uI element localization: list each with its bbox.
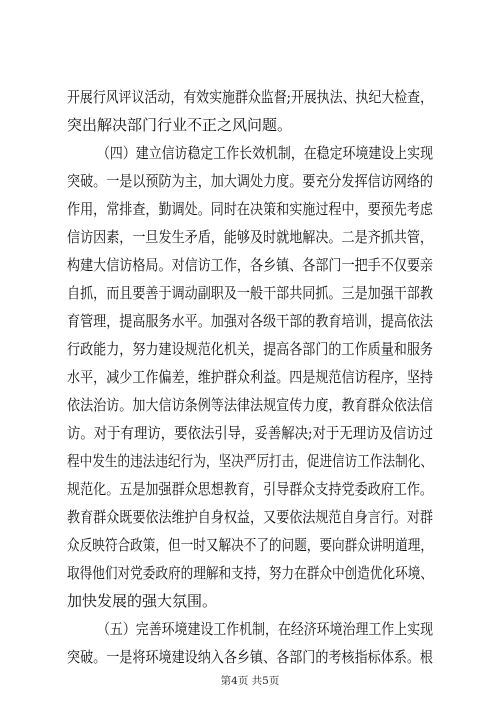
text-line [0,588,500,614]
text-line [0,84,500,110]
text-line [0,336,500,362]
text-line [0,420,500,446]
text-line-content: 育管理，提高服务水平。加强对各级干部的教育培训，提高依法 [67,312,434,330]
text-line-content: （五）完善环境建设工作机制，在经济环境治理工作上实现 [97,620,433,638]
text-line-content: 依法治访。加大信访条例等法律法规宣传力度，教育群众依法信 [67,396,434,414]
text-line-content: 水平，减少工作偏差，维护群众利益。四是规范信访程序，坚持 [67,368,434,386]
text-line-content: 加快发展的强大氛围。 [67,592,218,610]
text-line-content: 突出解决部门行业不正之风问题。 [67,116,293,134]
text-line-content: 开展行风评议活动，有效实施群众监督;开展执法、执纪大检查， [67,88,434,106]
paragraph-start-line [0,616,500,642]
text-line-content: 突破。一是将环境建设纳入各乡镇、各部门的考核指标体系。根 [67,648,434,666]
text-line [0,112,500,138]
text-line [0,364,500,390]
text-line-content: 教育群众既要依法维护自身权益，又要依法规范自身言行。对群 [67,508,434,526]
text-line [0,196,500,222]
text-line-content: 自抓，而且要善于调动副职及一般干部共同抓。三是加强干部教 [67,284,434,302]
text-line-content: 访。对于有理访，要依法引导，妥善解决;对于无理访及信访过 [67,424,434,442]
text-line [0,224,500,250]
text-line-content: 信访因素，一旦发生矛盾，能够及时就地解决。二是齐抓共管， [67,228,434,246]
text-line [0,280,500,306]
text-line-content: 程中发生的违法违纪行为，坚决严厉打击，促进信访工作法制化、 [67,452,434,470]
text-line [0,560,500,586]
text-line-content: 取得他们对党委政府的理解和支持，努力在群众中创造优化环境、 [67,564,434,582]
text-line [0,392,500,418]
text-line [0,504,500,530]
text-line [0,532,500,558]
text-line-content: 众反映符合政策，但一时又解决不了的问题，要向群众讲明道理， [67,536,434,554]
text-line-content: 构建大信访格局。对信访工作，各乡镇、各部门一把手不仅要亲 [67,256,434,274]
page-number-footer: 第4页 共5页 [220,675,280,687]
text-line [0,476,500,502]
paragraph-start-line [0,140,500,166]
text-line [0,252,500,278]
text-line [0,308,500,334]
text-line-content: （四）建立信访稳定工作长效机制，在稳定环境建设上实现 [97,144,433,162]
text-line [0,448,500,474]
text-line [0,168,500,194]
text-line-content: 规范化。五是加强群众思想教育，引导群众支持党委政府工作。 [67,480,434,498]
text-line-content: 作用，常排查，勤调处。同时在决策和实施过程中，要预先考虑 [67,200,434,218]
text-line [0,644,500,670]
text-line-content: 行政能力，努力建设规范化机关，提高各部门的工作质量和服务 [67,340,434,358]
text-line-content: 突破。一是以预防为主，加大调处力度。要充分发挥信访网络的 [67,172,434,190]
